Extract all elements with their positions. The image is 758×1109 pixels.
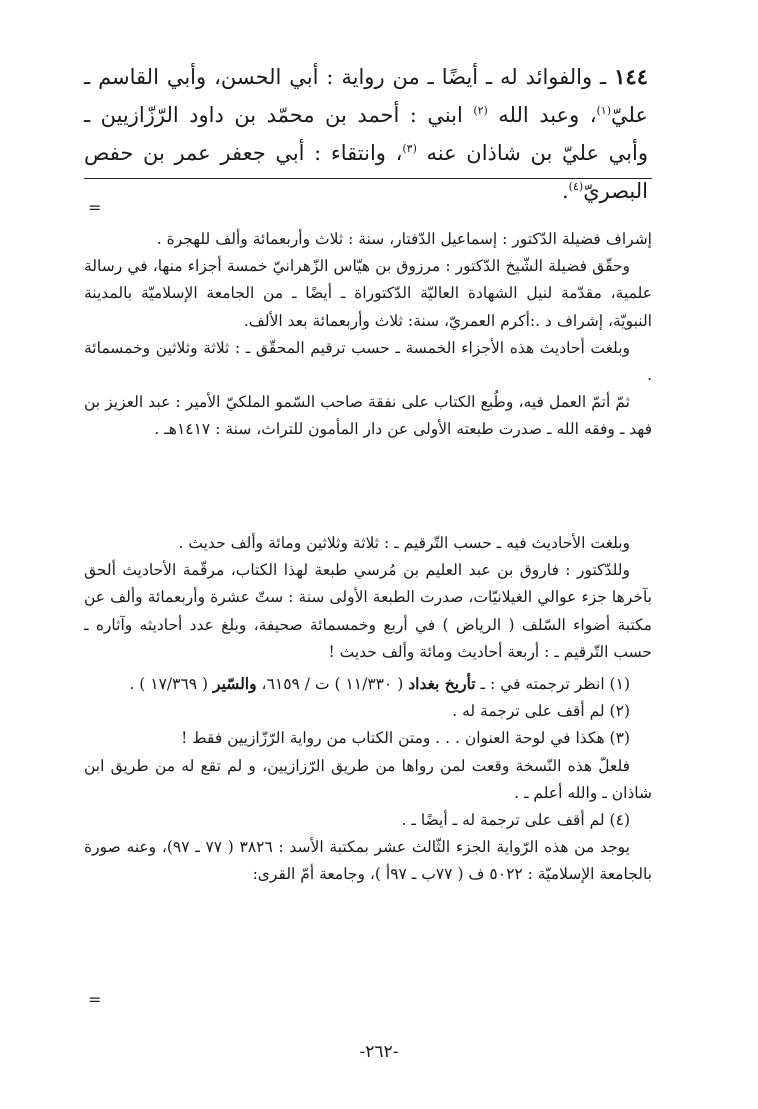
continuation-mark-end: = <box>88 990 102 1009</box>
page-number: -٢٦٢- <box>359 1042 399 1062</box>
footnote-1-text-c: ( ١٧/٣٦٩ ) . <box>129 675 209 694</box>
entry-text-line2b: ، وعبد الله <box>498 103 597 127</box>
continued-paragraph: وحقّق فضيلة الشّيخ الدّكتور : مرزوق بن هيّاس الزّهرانيّ خمسة أجزاء منها، في رسالة علمية، مقدّمة لنيل الشهادة العاليّة الدّكتوراة ـ أيضًا ـ من الجامعة الإسلاميّة بالمدينة النبويّة، إشراف د .:أكرم العمريّ، سنة: ثلاث وأربعمائة بعد الألف. <box>84 257 652 330</box>
footnote-ref-1: (١) <box>596 104 611 117</box>
continued-paragraph: وللدّكتور : فاروق بن عبد العليم بن مُرسي طبعة لهذا الكتاب، مرقّمة الأحاديث ألحق بآخرها جزء عوالي الغيلانيّات، صدرت الطبعة الأولى سنة : ستّ عشرة وأربعمائة وألف عن مكتبة أضواء السّلف ( الرياض ) في أربع وخمسمائة صحيفة، وبلغ عدد أحاديثه وآثاره ـ حسب التّرقيم ـ : أربعة أحاديث ومائة وألف حديث ! <box>84 561 652 661</box>
footnote-ref-4: (٤) <box>568 180 584 193</box>
footnote-separator <box>84 178 652 179</box>
footnote-3a: (٣) هكذا في لوحة العنوان . . . ومتن الكتاب من رواية الرّزّازيين فقط ! <box>181 729 630 748</box>
continued-footnote-2 <box>84 530 652 889</box>
book-title-tarikh: تأريخ بغداد <box>408 674 476 694</box>
continued-paragraph: وبلغت الأحاديث فيه ـ حسب التّرقيم ـ : ثلاثة وثلاثين ومائة وألف حديث . <box>178 534 630 552</box>
continuation-mark-start: = <box>88 198 102 217</box>
entry-number: ١٤٤ <box>614 64 648 89</box>
entry-text-line2a: ـ عليّ <box>84 65 648 127</box>
entry-text-line3b: ، وانتقاء : أبي جعفر عمر بن حفص البصريّ <box>84 141 648 203</box>
book-title-siyar: والسّير <box>213 674 257 694</box>
footnote-ref-3: (٣) <box>402 142 417 155</box>
footnote-2: (٢) لم أقف على ترجمة له . <box>452 702 630 721</box>
continued-paragraph: وبلغت أحاديث هذه الأجزاء الخمسة ـ حسب ترقيم المحقّق ـ : ثلاثة وثلاثين وخمسمائة . <box>84 338 652 385</box>
footnote-1 <box>84 670 652 698</box>
continued-paragraph: ثمّ أتمّ العمل فيه، وطُبع الكتاب على نفقة صاحب السّمو الملكيّ الأمير : عبد العزيز بن فهد ـ وفقه الله ـ صدرت طبعته الأولى عن دار المأمون للتراث، سنة : ١٤١٧هـ . <box>84 393 652 439</box>
main-entry <box>84 58 648 210</box>
footnote-ref-2: (٢) <box>473 104 488 117</box>
footnote-4b: يوجد من هذه الرّواية الجزء الثّالث عشر بمكتبة الأسد : ٣٨٢٦ ( ٧٧ ـ ٩٧)، وعنه صورة بالجامعة الإسلاميّة : ٥٠٢٢ ف ( ٧٧ب ـ ٩٧أ )، وجامعة أمّ القرى: <box>84 838 652 884</box>
continued-footnote <box>84 226 652 444</box>
continued-paragraph: إشراف فضيلة الدّكتور : إسماعيل الدّفتار، سنة : ثلاث وأربعمائة وألف للهجرة . <box>156 230 652 248</box>
footnote-1-text-b: ( ١١/٣٣٠ ) ت / ٦١٥٩، <box>261 675 404 694</box>
footnote-3b: فلعلّ هذه النّسخة وقعت لمن رواها من طريق الرّزازيين، و لم تقع له من طريق ابن شاذان ـ والله أعلم ـ . <box>84 756 652 802</box>
entry-text-line3c: . <box>561 179 569 203</box>
entry-text-line3a: عليّ بن شاذان عنه <box>426 141 600 165</box>
entry-text-line2c: ابني : أحمد بن محمّد بن داود الرّزّازيين ـ وأبي <box>84 103 648 165</box>
footnote-4a: (٤) لم أقف على ترجمة له ـ أيضًا ـ . <box>401 811 630 830</box>
entry-text-line1: ـ والفوائد له ـ أيضًا ـ من رواية : أبي الحسن، وأبي القاسم <box>98 65 607 89</box>
footnote-1-text-a: (١) انظر ترجمته في : ـ <box>480 675 630 694</box>
